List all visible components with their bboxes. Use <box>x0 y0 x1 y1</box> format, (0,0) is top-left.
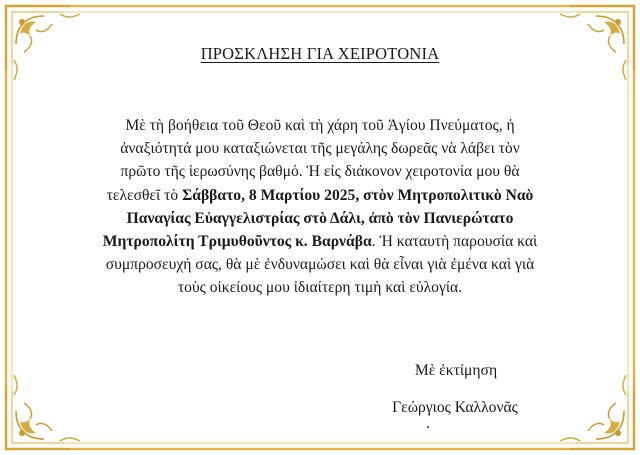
closing-phrase: Μὲ ἐκτίμηση <box>414 362 498 379</box>
body-line <box>58 184 582 207</box>
page-title: ΠΡΟΣΚΛΗΣΗ ΓΙΑ ΧΕΙΡΟΤΟΝΙΑ <box>200 44 440 63</box>
body-segment: Μὲ τὴ βοήθεια τοῦ Θεοῦ καὶ τὴ χάρη τοῦ Ἁγίου Πνεύματος, ἡ <box>125 117 515 134</box>
corner-ornament-top-left <box>6 6 80 80</box>
body-line <box>58 137 582 160</box>
body-segment: πρῶτο τῆς ἱερωσύνης βαθμό. Ἡ εἰς διάκονον χειροτονία μου θὰ <box>120 163 520 181</box>
body-segment: συμπροσευχή σας, θὰ μὲ ἐνδυναμώσει καὶ θὰ εἶναι γιὰ ἐμένα καὶ γιὰ <box>105 256 535 274</box>
body-line <box>58 253 582 276</box>
body-bold-segment: Σάββατο, 8 Μαρτίου 2025, στὸν Μητροπολιτικὸ Ναὸ <box>182 186 534 204</box>
body-segment: ἀναξιότητά μου καταξιώνεται τῆς μεγάλης δωρεᾶς νὰ λάβει τὸν <box>120 140 520 158</box>
body-line <box>58 276 582 299</box>
invitation-body <box>58 114 582 300</box>
body-segment: . Ἡ καταυτὴ παρουσία καὶ <box>371 233 538 251</box>
body-line <box>58 207 582 230</box>
body-line <box>58 160 582 183</box>
body-line <box>58 230 582 253</box>
body-bold-segment: Μητροπολίτη Τριμυθοῦντος κ. Βαρνάβα <box>102 233 372 251</box>
body-bold-segment: Παναγίας Εὐαγγελιστρίας στὸ Δάλι, ἀπὸ τὸν Πανιερώτατο <box>126 209 514 227</box>
body-segment: τοὺς οἰκείους μου ἰδιαίτερη τιμὴ καὶ εὐλογία. <box>177 279 463 297</box>
corner-ornament-bottom-left <box>6 375 80 449</box>
signature-name: Γεώργιος Καλλονᾶς <box>392 399 518 416</box>
corner-ornament-bottom-right <box>560 375 634 449</box>
corner-ornament-top-right <box>560 6 634 80</box>
body-line <box>58 114 582 137</box>
body-segment: τελεσθεῖ τὸ <box>106 186 183 204</box>
signature-dot <box>427 426 429 428</box>
